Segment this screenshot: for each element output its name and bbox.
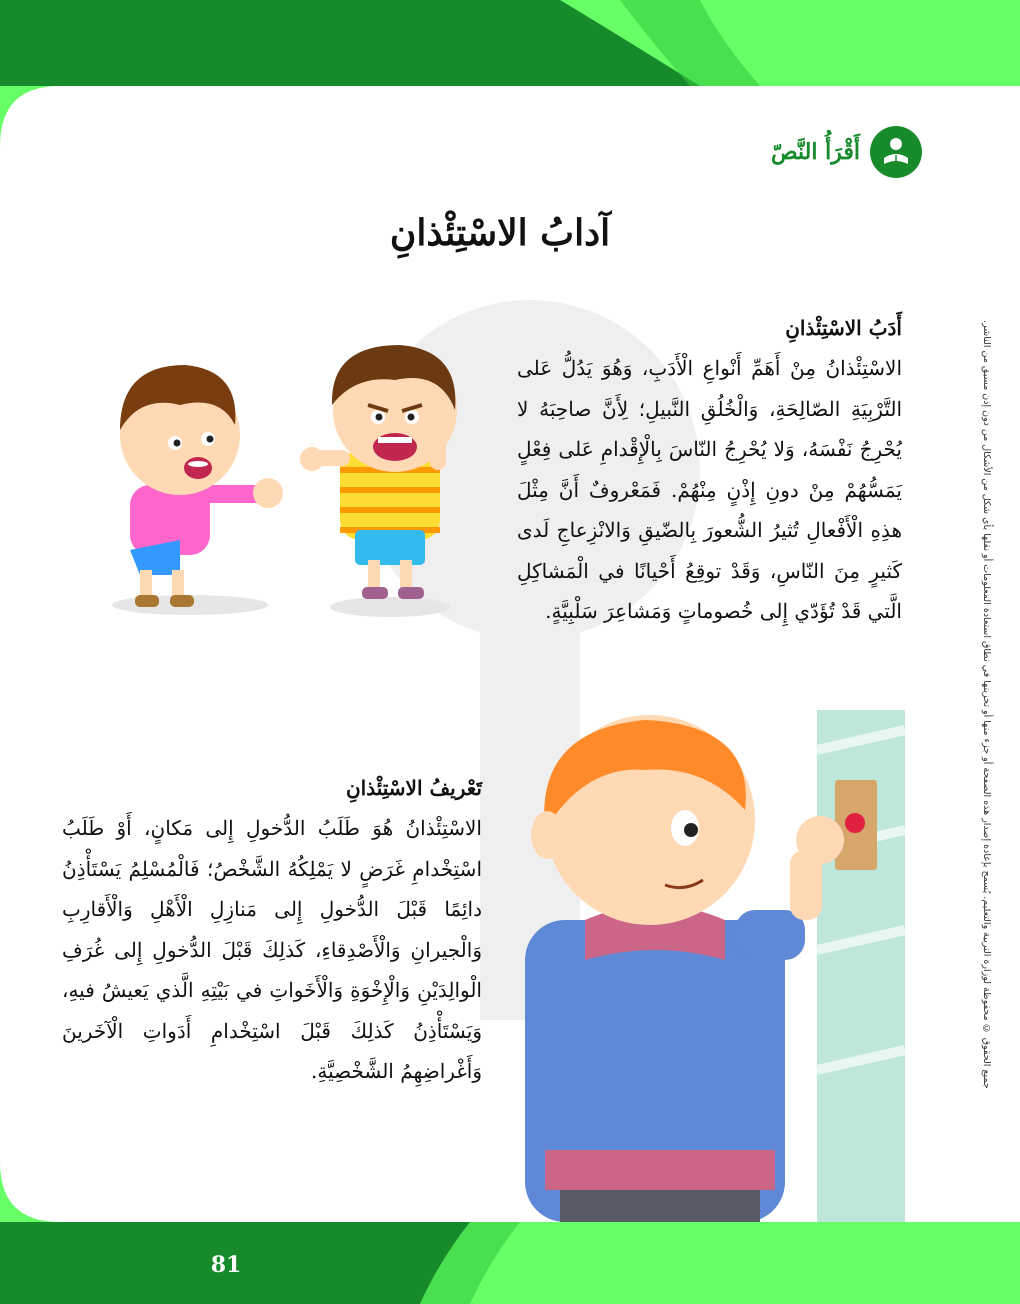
page-title: آدابُ الاسْتِئْذانِ [389,212,611,254]
section-definition-heading: تَعْريفُ الاسْتِئْذانِ [345,776,482,800]
copyright-note: جميع الحقوق © محفوظة لوزارة التربية والتعليم. يُسمح بإعادة إصدار هذه الصفحة أو جزء منها أو تخزينها في نطاق استعادة المعلومات أو نقلها بأي شكل من الأشكال من دون إذن مسبق من الناشر. [981,320,992,1089]
section-definition [62,768,482,1092]
boy-ringing-doorbell-illustration [505,710,905,1222]
section-label-text: أَقْرَأُ النَّصّ [771,139,860,165]
page-number: 81 [210,1252,242,1278]
section-etiquette-body: الاسْتِئْذانُ مِنْ أَهَمِّ أَنْواعِ الْأَدَبِ، وَهُوَ يَدُلُّ عَلى التَّرْبِيَةِ الصّالِحَةِ، وَالْخُلُقِ النَّبيلِ؛ لِأَنَّ صاحِبَهُ لا يُحْرِجُ نَفْسَهُ، وَلا يُحْرِجُ النّاسَ بِالْإِقْدامِ عَلى فِعْلٍ يَمَسُّهُمْ مِنْ دونِ إِذْنٍ مِنْهُمْ. فَمَعْروفٌ أَنَّ مِثْلَ هذِهِ الْأَفْعالِ تُثيرُ الشُّعورَ بِالضّيقِ وَالانْزِعاجِ لَدى كَثيرٍ مِنَ النّاسِ، وَقَدْ توقِعُ أَحْيانًا في الْمَشاكِلِ الَّتي قَدْ تُؤَدّي إِلى خُصوماتٍ وَمَشاعِرَ سَلْبِيَّةٍ. [517,356,903,623]
section-definition-body: الاسْتِئْذانُ هُوَ طَلَبُ الدُّخولِ إِلى مَكانٍ، أَوْ طَلَبُ اسْتِخْدامِ غَرَضٍ لا يَمْلِكُهُ الشَّخْصُ؛ فَالْمُسْلِمُ يَسْتَأْذِنُ دائِمًا قَبْلَ الدُّخولِ إِلى مَنازِلِ الْأَهْلِ وَالْأَقارِبِ وَالْجيرانِ وَالْأَصْدِقاءِ، كَذلِكَ قَبْلَ الدُّخولِ إِلى غُرَفِ الْوالِدَيْنِ وَالْإِخْوَةِ وَالْأَخَواتِ في بَيْتِهِ الَّذي يَعيشُ فيهِ، وَيَسْتَأْذِنُ كَذلِكَ قَبْلَ اسْتِخْدامِ أَدَواتِ الْآخَرينَ وَأَغْراضِهِمُ الشَّخْصِيَّةِ. [62,816,482,1083]
section-etiquette-heading: أَدَبُ الاسْتِئْذانِ [785,316,902,340]
section-etiquette [517,308,902,632]
arguing-boys-illustration [100,335,470,625]
section-label [771,126,922,178]
reading-person-icon [870,126,922,178]
